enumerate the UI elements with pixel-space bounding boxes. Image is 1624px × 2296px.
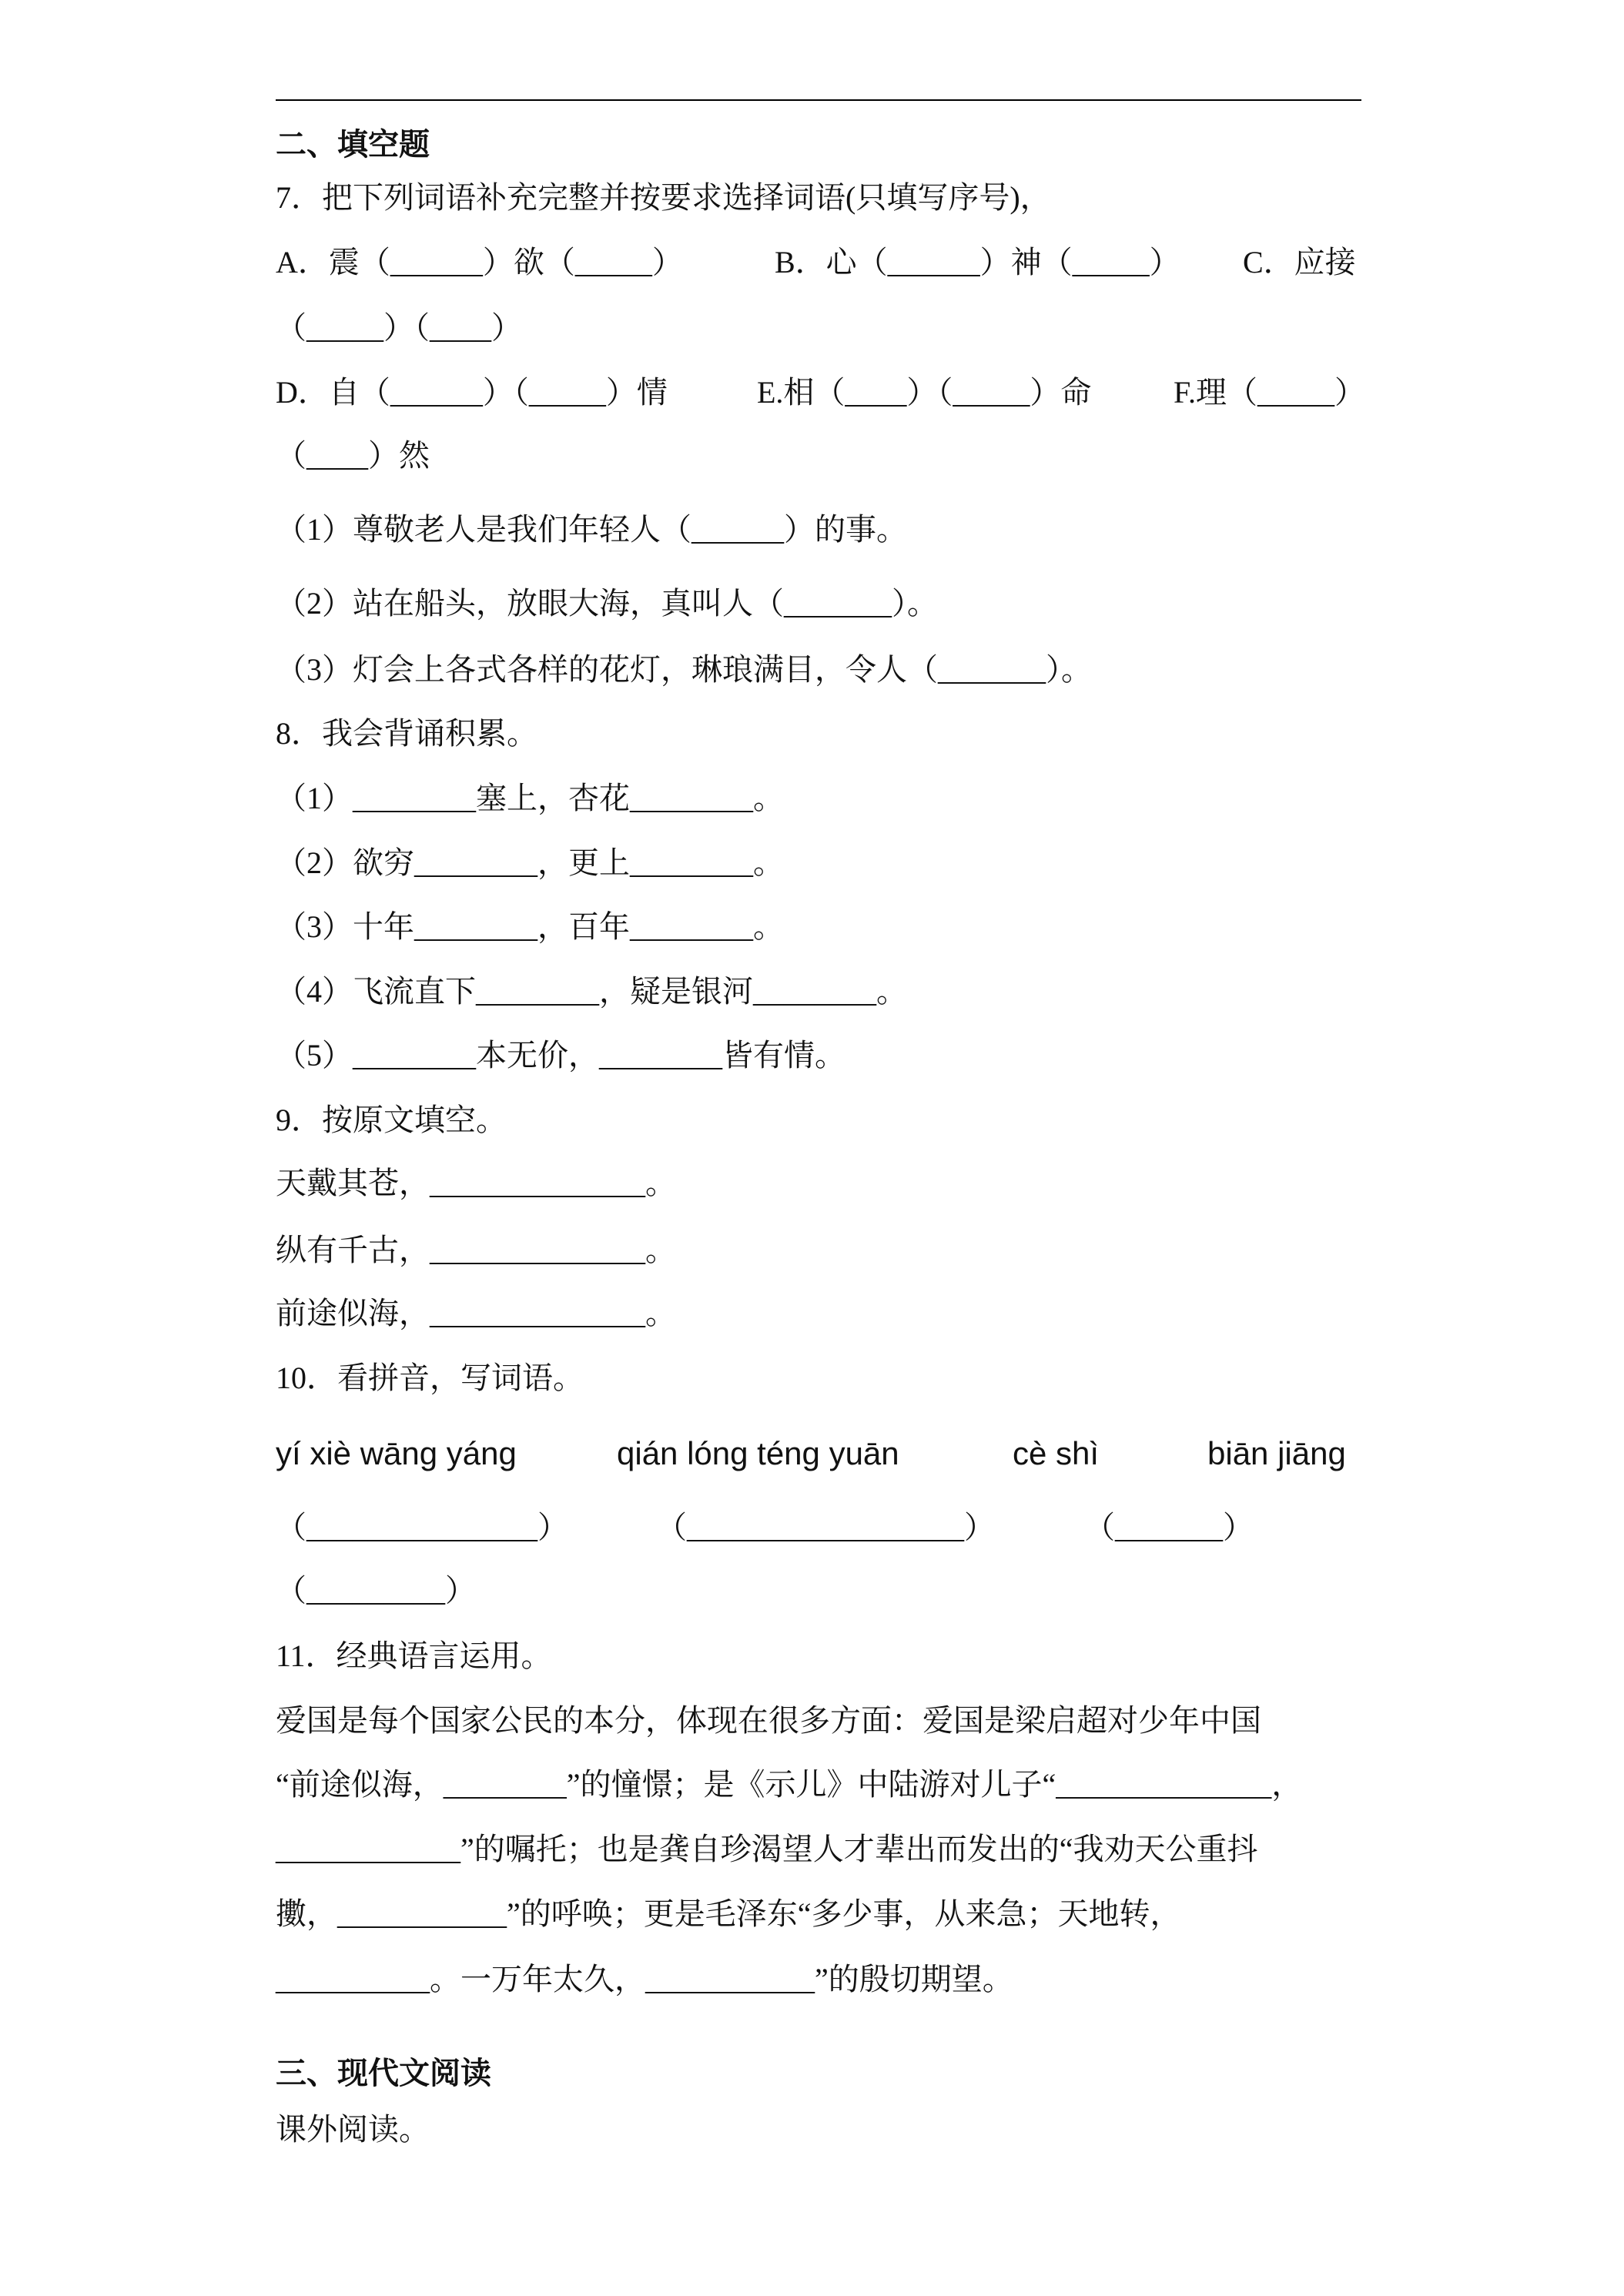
q8-item: （1）________塞上，杏花________。 [276, 781, 784, 815]
reading-intro: 课外阅读。 [276, 2112, 430, 2147]
q7-option-a: A．震（______）欲（_____） [276, 245, 683, 279]
q10-pinyin: qián lóng téng yuān [617, 1435, 899, 1471]
q10-stem: 10．看拼音，写词语。 [276, 1361, 584, 1395]
q11-paragraph-line: “前途似海，________”的憧憬；是《示儿》中陆游对儿子“______________， [276, 1767, 1303, 1802]
q7-stem: 7．把下列词语补充完整并按要求选择词语(只填写序号)， [276, 180, 1051, 215]
q11-paragraph-line: ____________”的嘱托；也是龚自珍渴望人才辈出而发出的“我劝天公重抖 [276, 1832, 1258, 1866]
q10-pinyin: cè shì [1013, 1435, 1100, 1471]
q10-answer-box: （_______________） [276, 1510, 568, 1545]
q11-paragraph-line: __________。一万年太久，___________”的殷切期望。 [276, 1962, 1013, 1996]
q7-option-e: E.相（____）（_____）命 [757, 375, 1092, 410]
q7-sentence: （1）尊敬老人是我们年轻人（______）的事。 [276, 512, 907, 547]
q11-stem: 11．经典语言运用。 [276, 1638, 552, 1673]
q9-item: 前途似海，______________。 [276, 1296, 676, 1330]
q11-paragraph-line: 擻，___________”的呼唤；更是毛泽东“多少事，从来急；天地转， [276, 1896, 1181, 1931]
header-rule [276, 99, 1361, 101]
q8-item: （4）飞流直下________，疑是银河________。 [276, 974, 907, 1009]
q8-item: （3）十年________，百年________。 [276, 909, 784, 944]
q10-pinyin: yí xiè wāng yáng [276, 1435, 517, 1471]
q9-item: 天戴其苍，______________。 [276, 1166, 676, 1200]
q10-pinyin: biān jiāng [1207, 1435, 1346, 1471]
q8-item: （5）________本无价，________皆有情。 [276, 1038, 845, 1073]
q7-option-f-continuation: （____）然 [276, 438, 430, 473]
section-title-modern-reading: 三、现代文阅读 [276, 2056, 491, 2090]
q8-item: （2）欲穷________，更上________。 [276, 845, 784, 880]
q8-stem: 8．我会背诵积累。 [276, 716, 537, 751]
q11-paragraph-line: 爱国是每个国家公民的本分，体现在很多方面：爱国是梁启超对少年中国 [276, 1703, 1261, 1738]
q7-option-b: B．心（______）神（_____） [775, 245, 1180, 279]
q7-option-d: D．自（______）（_____）情 [276, 375, 668, 410]
q10-answer-box: （_______） [1084, 1510, 1254, 1545]
q7-option-c: C．应接 [1243, 245, 1356, 279]
q9-stem: 9．按原文填空。 [276, 1103, 507, 1137]
q7-sentence: （2）站在船头，放眼大海，真叫人（_______）。 [276, 586, 938, 621]
section-title-fill-blank: 二、填空题 [276, 127, 430, 162]
q7-option-c-continuation: （_____）（____） [276, 310, 522, 345]
q7-sentence: （3）灯会上各式各样的花灯，琳琅满目，令人（_______）。 [276, 652, 1092, 687]
q7-option-f: F.理（_____） [1174, 375, 1366, 410]
q10-answer-box: （_________） [276, 1573, 476, 1608]
q9-item: 纵有千古，______________。 [276, 1233, 676, 1267]
q10-answer-box: （__________________） [656, 1510, 995, 1545]
